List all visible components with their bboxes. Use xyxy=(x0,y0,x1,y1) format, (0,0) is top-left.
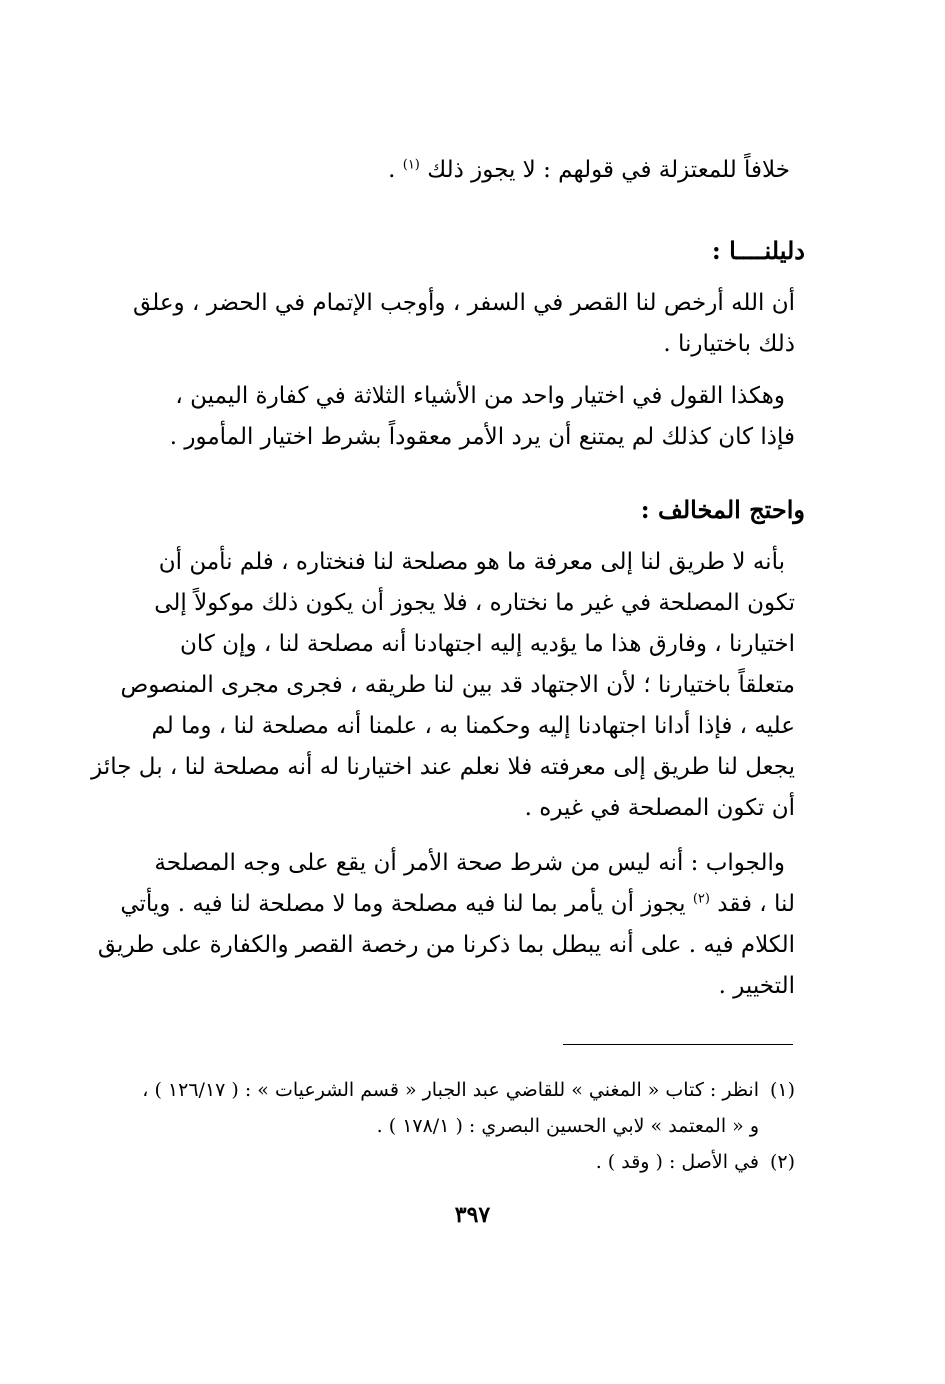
intro-text: خلافاً للمعتزلة في قولهم : لا يجوز ذلك xyxy=(427,157,790,183)
intro-paragraph xyxy=(130,150,790,191)
answer-line-2-end: يجوز أن يأمر بما لنا فيه مصلحة وما لا مصلحة لنا فيه . ويأتي xyxy=(120,891,686,917)
opponent-heading xyxy=(145,489,805,530)
page-number: ٣٩٧ xyxy=(454,1202,491,1228)
evidence-heading xyxy=(145,230,805,271)
opponent-line-7: أن تكون المصلحة في غيره . xyxy=(524,795,795,821)
intro-end: . xyxy=(388,157,403,183)
footnote-2-line-1: في الأصل : ( وقد ) . xyxy=(595,1151,759,1173)
evidence-p1-line-1: أن الله أرخص لنا القصر في السفر ، وأوجب الإتمام في الحضر ، وعلق xyxy=(133,290,795,316)
evidence-p2-line-1: وهكذا القول في اختيار واحد من الأشياء الثلاثة في كفارة اليمين ، xyxy=(175,383,785,409)
opponent-line-3: اختيارنا ، وفارق هذا ما يؤديه إليه اجتهادنا أنه مصلحة لنا ، وإن كان xyxy=(180,631,795,657)
answer-line-3: الكلام فيه . على أنه يبطل بما ذكرنا من رخصة القصر والكفارة على طريق xyxy=(97,932,795,958)
opponent-line-2: تكون المصلحة في غير ما نختاره ، فلا يجوز أن يكون ذلك موكولاً إلى xyxy=(154,590,795,616)
evidence-paragraph-2 xyxy=(135,376,795,458)
footnote-1-number: (١) xyxy=(769,1079,795,1101)
answer-line-4: التخيير . xyxy=(718,973,795,999)
footnotes xyxy=(115,1072,795,1180)
evidence-heading-text: دليلنــــا : xyxy=(711,236,805,265)
evidence-p1-line-2: ذلك باختيارنا . xyxy=(663,331,795,357)
evidence-p2-line-2: فإذا كان كذلك لم يمتنع أن يرد الأمر معقوداً بشرط اختيار المأمور . xyxy=(169,424,795,450)
opponent-paragraph xyxy=(91,542,795,829)
footnote-marker-2[interactable]: (٢) xyxy=(692,891,710,907)
footnote-separator xyxy=(563,1044,793,1045)
footnote-marker-1[interactable]: (١) xyxy=(402,157,420,173)
footnote-2 xyxy=(115,1144,795,1180)
footnote-2-number: (٢) xyxy=(769,1151,795,1173)
footnote-1-cont xyxy=(115,1108,795,1144)
footnote-1-line-2: و « المعتمد » لابي الحسين البصري : ( ١٧٨/١ ) . xyxy=(376,1115,759,1137)
answer-line-2 xyxy=(120,884,795,925)
intro-line xyxy=(130,150,790,191)
answer-line-1: والجواب : أنه ليس من شرط صحة الأمر أن يقع على وجه المصلحة xyxy=(154,850,785,876)
opponent-heading-text: واحتج المخالف : xyxy=(640,495,805,524)
opponent-line-6: يجعل لنا طريق إلى معرفته فلا نعلم عند اختيارنا له أنه مصلحة لنا ، بل جائز xyxy=(91,754,795,780)
footnote-1-line-1: انظر : كتاب « المغني » للقاضي عبد الجبار « قسم الشرعيات » : ( ١٢٦/١٧ ) ، xyxy=(142,1079,759,1101)
opponent-line-1: بأنه لا طريق لنا إلى معرفة ما هو مصلحة لنا فنختاره ، فلم نأمن أن xyxy=(158,549,785,575)
evidence-paragraph-1 xyxy=(135,283,795,365)
opponent-line-5: عليه ، فإذا أدانا اجتهادنا إليه وحكمنا به ، علمنا أنه مصلحة لنا ، وما لم xyxy=(151,713,795,739)
answer-line-2-start: لنا ، فقد xyxy=(717,891,795,917)
answer-paragraph xyxy=(97,843,795,1007)
footnote-1 xyxy=(115,1072,795,1108)
opponent-line-4: متعلقاً باختيارنا ؛ لأن الاجتهاد قد بين لنا طريقه ، فجرى مجرى المنصوص xyxy=(120,672,795,698)
